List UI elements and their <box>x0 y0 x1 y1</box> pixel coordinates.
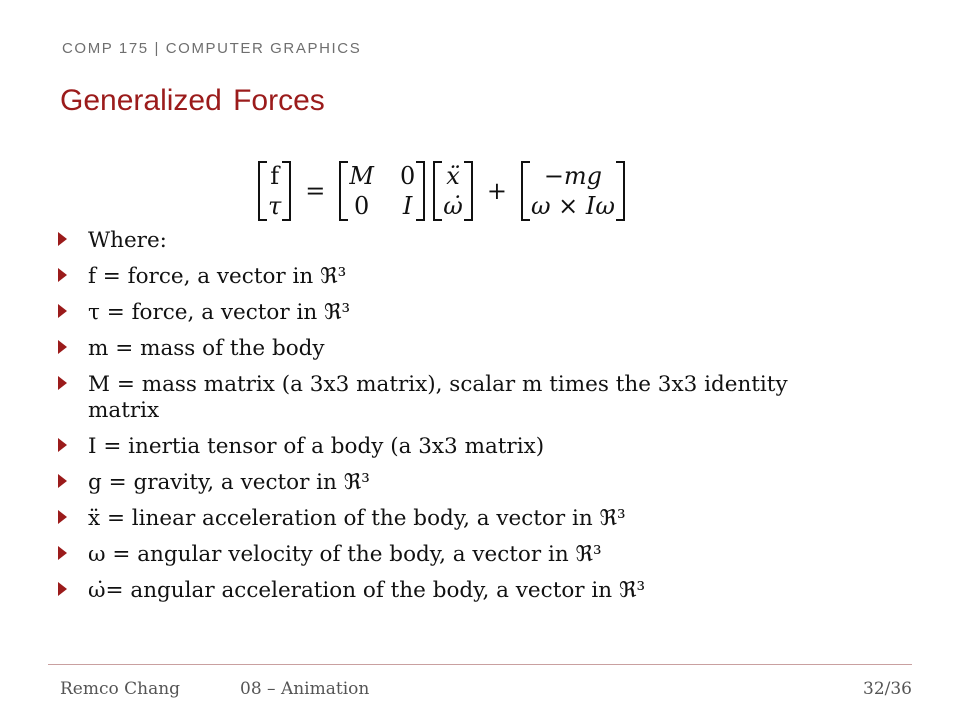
eq-plus: + <box>486 177 507 205</box>
arrow-bullet-icon <box>58 232 67 246</box>
eq-gravity-term: −mg <box>543 162 603 190</box>
course-header: COMP 175 | COMPUTER GRAPHICS <box>62 40 362 57</box>
eq-lhs-torque: τ <box>268 192 282 220</box>
list-item <box>58 506 858 532</box>
bullet-text: M = mass matrix (a 3x3 matrix), scalar m times the 3x3 identity matrix <box>88 372 788 423</box>
arrow-bullet-icon <box>58 474 67 488</box>
list-item <box>58 372 858 424</box>
eq-mass-matrix-zero-a: 0 <box>399 162 416 190</box>
eq-mass-matrix-zero-b: 0 <box>354 192 370 220</box>
arrow-bullet-icon <box>58 438 67 452</box>
bullet-text: ω̇= angular acceleration of the body, a vector in ℜ³ <box>88 578 646 603</box>
list-item <box>58 300 858 326</box>
bullet-text: f = force, a vector in ℜ³ <box>88 264 347 289</box>
arrow-bullet-icon <box>58 340 67 354</box>
slide-title: Generalized Forces <box>60 84 325 117</box>
bullet-text: ω = angular velocity of the body, a vector in ℜ³ <box>88 542 602 567</box>
bullet-text: m = mass of the body <box>88 336 325 361</box>
eq-angular-accel: ω̇ <box>443 192 463 220</box>
arrow-bullet-icon <box>58 582 67 596</box>
arrow-bullet-icon <box>58 304 67 318</box>
page-number: 32/36 <box>863 679 912 699</box>
bullet-text: ẍ = linear acceleration of the body, a vector in ℜ³ <box>88 506 626 531</box>
arrow-bullet-icon <box>58 546 67 560</box>
list-item <box>58 470 858 496</box>
arrow-bullet-icon <box>58 268 67 282</box>
eq-equals: = <box>305 177 326 205</box>
bullet-text: g = gravity, a vector in ℜ³ <box>88 470 370 495</box>
list-item <box>58 542 858 568</box>
list-item <box>58 264 858 290</box>
bullet-text: Where: <box>88 228 167 253</box>
force-equation <box>258 160 625 222</box>
force-torque-vector <box>258 161 291 221</box>
arrow-bullet-icon <box>58 510 67 524</box>
footer-author: Remco Chang <box>60 679 181 699</box>
list-item <box>58 578 858 604</box>
list-item <box>58 434 858 460</box>
definition-list <box>58 228 858 614</box>
arrow-bullet-icon <box>58 376 67 390</box>
eq-linear-accel: ẍ <box>446 162 460 190</box>
eq-lhs-force: f <box>270 162 280 190</box>
eq-mass-matrix-m: M <box>349 162 374 190</box>
footer-lecture: 08 – Animation <box>240 679 370 699</box>
bullet-text: τ = force, a vector in ℜ³ <box>88 300 351 325</box>
eq-gyroscopic-term: ω × Iω <box>530 192 615 220</box>
mass-inertia-matrix <box>339 161 425 221</box>
eq-mass-matrix-i: I <box>402 192 413 220</box>
list-item <box>58 336 858 362</box>
footer-divider <box>48 664 912 665</box>
list-item <box>58 228 858 254</box>
acceleration-vector <box>433 161 473 221</box>
bullet-text: I = inertia tensor of a body (a 3x3 matrix) <box>88 434 545 459</box>
gravity-gyro-vector <box>521 161 625 221</box>
